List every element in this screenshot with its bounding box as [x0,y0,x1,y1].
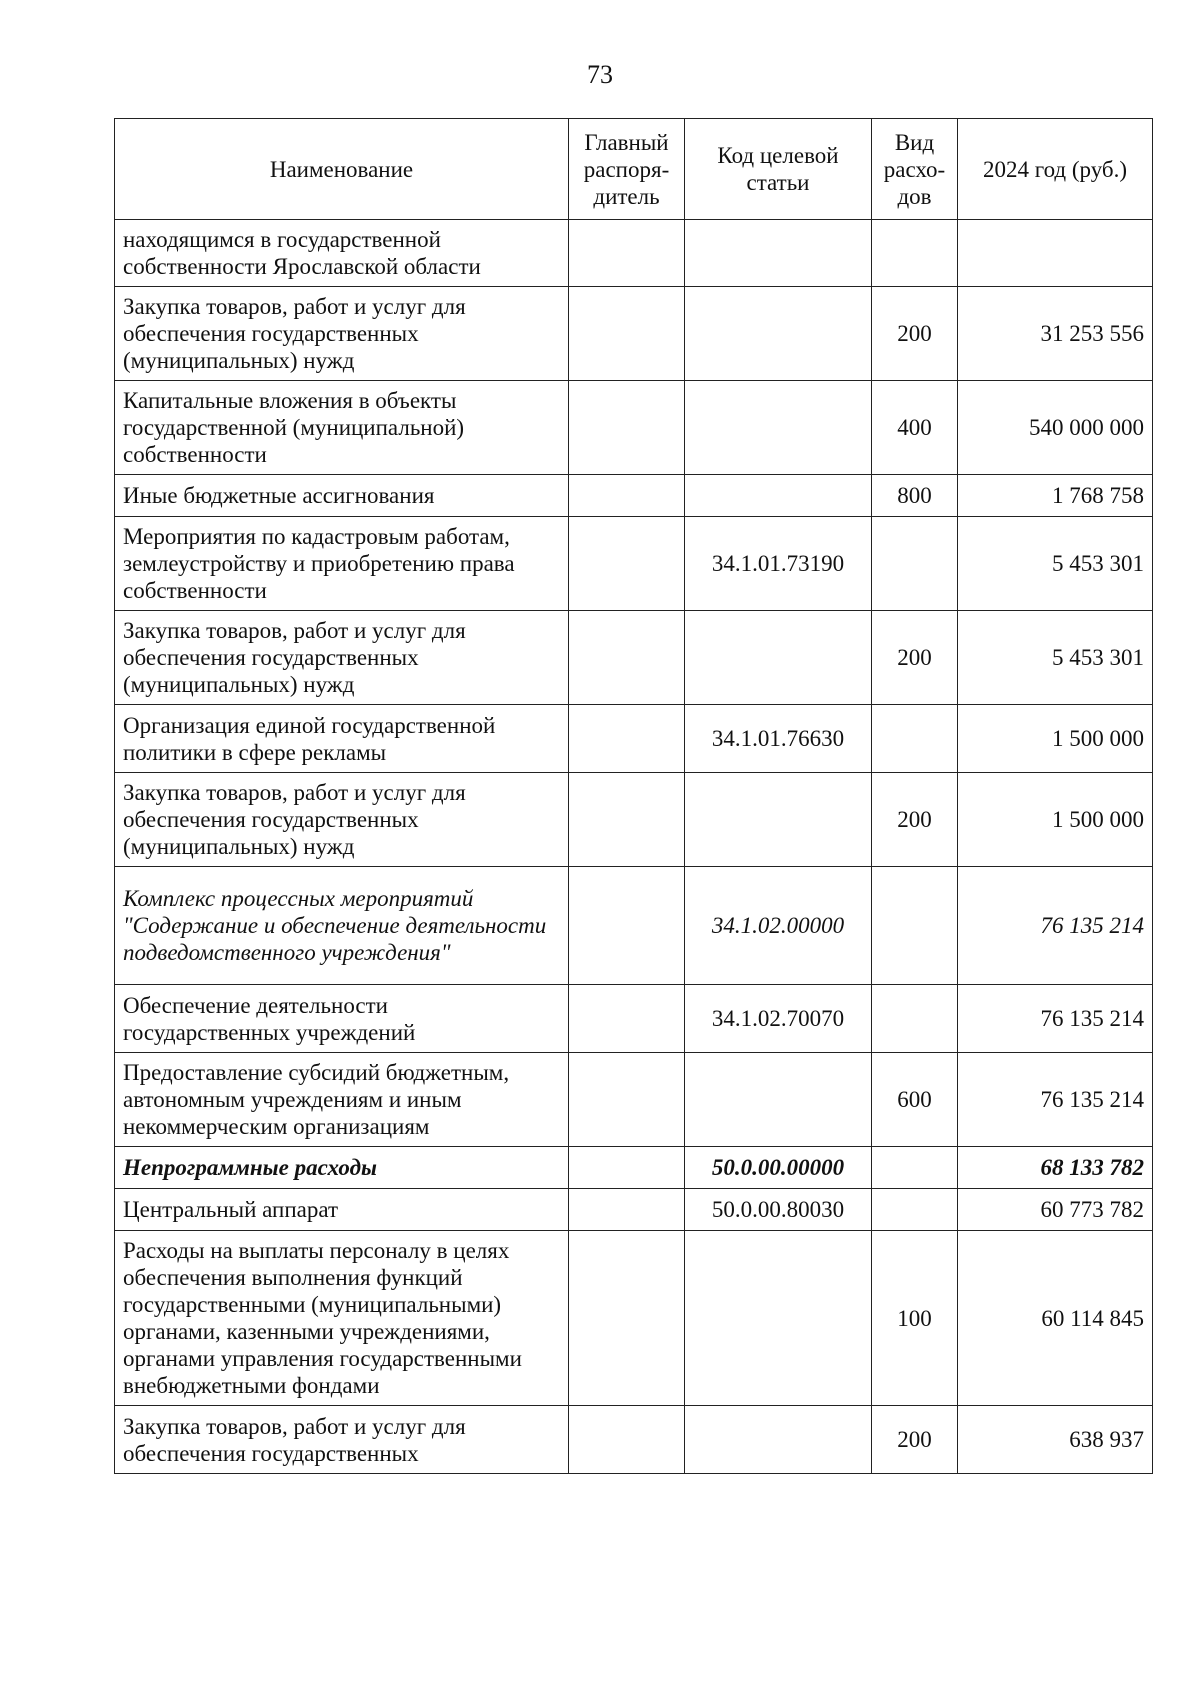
row-code-cell: 34.1.01.76630 [685,705,872,773]
row-code-cell: 34.1.02.70070 [685,985,872,1053]
row-type-cell: 200 [872,287,958,381]
row-amount-cell: 1 768 758 [958,475,1153,517]
row-name-cell: Мероприятия по кадастровым работам, землеустройству и приобретению права собственности [115,517,569,611]
row-admin-cell [569,1053,685,1147]
row-name-cell: Организация единой государственной политики в сфере рекламы [115,705,569,773]
row-admin-cell [569,985,685,1053]
table-row [115,1053,1153,1147]
table-row [115,985,1153,1053]
row-amount-cell [958,220,1153,287]
row-type-cell: 800 [872,475,958,517]
row-name-cell: Обеспечение деятельности государственных учреждений [115,985,569,1053]
table-body [115,220,1153,1474]
row-amount-cell: 60 773 782 [958,1189,1153,1231]
row-amount-cell: 1 500 000 [958,773,1153,867]
row-code-cell [685,1231,872,1406]
row-type-cell: 100 [872,1231,958,1406]
row-code-cell [685,287,872,381]
row-admin-cell [569,1406,685,1474]
row-name-cell: Непрограммные расходы [115,1147,569,1189]
row-type-cell [872,985,958,1053]
row-amount-cell: 68 133 782 [958,1147,1153,1189]
row-type-cell [872,1189,958,1231]
row-amount-cell: 5 453 301 [958,611,1153,705]
row-amount-cell: 638 937 [958,1406,1153,1474]
row-name-cell: находящимся в государственной собственности Ярославской области [115,220,569,287]
header-amount: 2024 год (руб.) [958,119,1153,220]
row-admin-cell [569,611,685,705]
row-type-cell: 200 [872,611,958,705]
row-type-cell: 200 [872,773,958,867]
row-admin-cell [569,475,685,517]
row-code-cell [685,773,872,867]
header-code: Код целевой статьи [685,119,872,220]
row-name-cell: Расходы на выплаты персоналу в целях обеспечения выполнения функций государственными (муниципальными) органами, казенными учреждениями, органами управления государственными внебюджетными фондами [115,1231,569,1406]
table-row [115,1147,1153,1189]
row-code-cell [685,1406,872,1474]
row-type-cell: 400 [872,381,958,475]
table-row [115,1406,1153,1474]
row-amount-cell: 540 000 000 [958,381,1153,475]
table-row [115,773,1153,867]
row-type-cell: 200 [872,1406,958,1474]
row-admin-cell [569,287,685,381]
row-name-cell: Иные бюджетные ассигнования [115,475,569,517]
row-type-cell [872,705,958,773]
table-row [115,475,1153,517]
table-row [115,381,1153,475]
row-name-cell: Закупка товаров, работ и услуг для обеспечения государственных (муниципальных) нужд [115,287,569,381]
row-name-cell: Центральный аппарат [115,1189,569,1231]
row-admin-cell [569,1147,685,1189]
header-type: Вид расхо-дов [872,119,958,220]
row-code-cell [685,611,872,705]
row-type-cell [872,517,958,611]
row-admin-cell [569,517,685,611]
row-name-cell: Предоставление субсидий бюджетным, автономным учреждениям и иным некоммерческим организациям [115,1053,569,1147]
row-code-cell: 50.0.00.00000 [685,1147,872,1189]
row-code-cell: 34.1.01.73190 [685,517,872,611]
row-code-cell [685,475,872,517]
row-type-cell [872,867,958,985]
row-amount-cell: 1 500 000 [958,705,1153,773]
row-code-cell [685,220,872,287]
row-admin-cell [569,220,685,287]
row-amount-cell: 5 453 301 [958,517,1153,611]
table-row [115,867,1153,985]
row-name-cell: Закупка товаров, работ и услуг для обеспечения государственных (муниципальных) нужд [115,611,569,705]
row-admin-cell [569,381,685,475]
row-name-cell: Комплекс процессных мероприятий "Содержание и обеспечение деятельности подведомственного учреждения" [115,867,569,985]
row-amount-cell: 76 135 214 [958,867,1153,985]
row-code-cell: 34.1.02.00000 [685,867,872,985]
page-number: 73 [587,60,613,89]
row-admin-cell [569,1189,685,1231]
table-row [115,517,1153,611]
row-admin-cell [569,1231,685,1406]
row-amount-cell: 76 135 214 [958,1053,1153,1147]
row-code-cell [685,381,872,475]
row-admin-cell [569,773,685,867]
row-name-cell: Закупка товаров, работ и услуг для обеспечения государственных [115,1406,569,1474]
row-type-cell [872,220,958,287]
row-amount-cell: 60 114 845 [958,1231,1153,1406]
table-row [115,611,1153,705]
budget-table [114,118,1153,1474]
table-row [115,220,1153,287]
header-name: Наименование [115,119,569,220]
header-admin: Главный распоря-дитель [569,119,685,220]
row-name-cell: Капитальные вложения в объекты государственной (муниципальной) собственности [115,381,569,475]
table-row [115,287,1153,381]
row-admin-cell [569,705,685,773]
row-amount-cell: 31 253 556 [958,287,1153,381]
row-code-cell: 50.0.00.80030 [685,1189,872,1231]
row-type-cell [872,1147,958,1189]
table-row [115,1231,1153,1406]
row-admin-cell [569,867,685,985]
row-name-cell: Закупка товаров, работ и услуг для обеспечения государственных (муниципальных) нужд [115,773,569,867]
row-amount-cell: 76 135 214 [958,985,1153,1053]
row-code-cell [685,1053,872,1147]
row-type-cell: 600 [872,1053,958,1147]
table-row [115,1189,1153,1231]
table-header-row [115,119,1153,220]
table-row [115,705,1153,773]
